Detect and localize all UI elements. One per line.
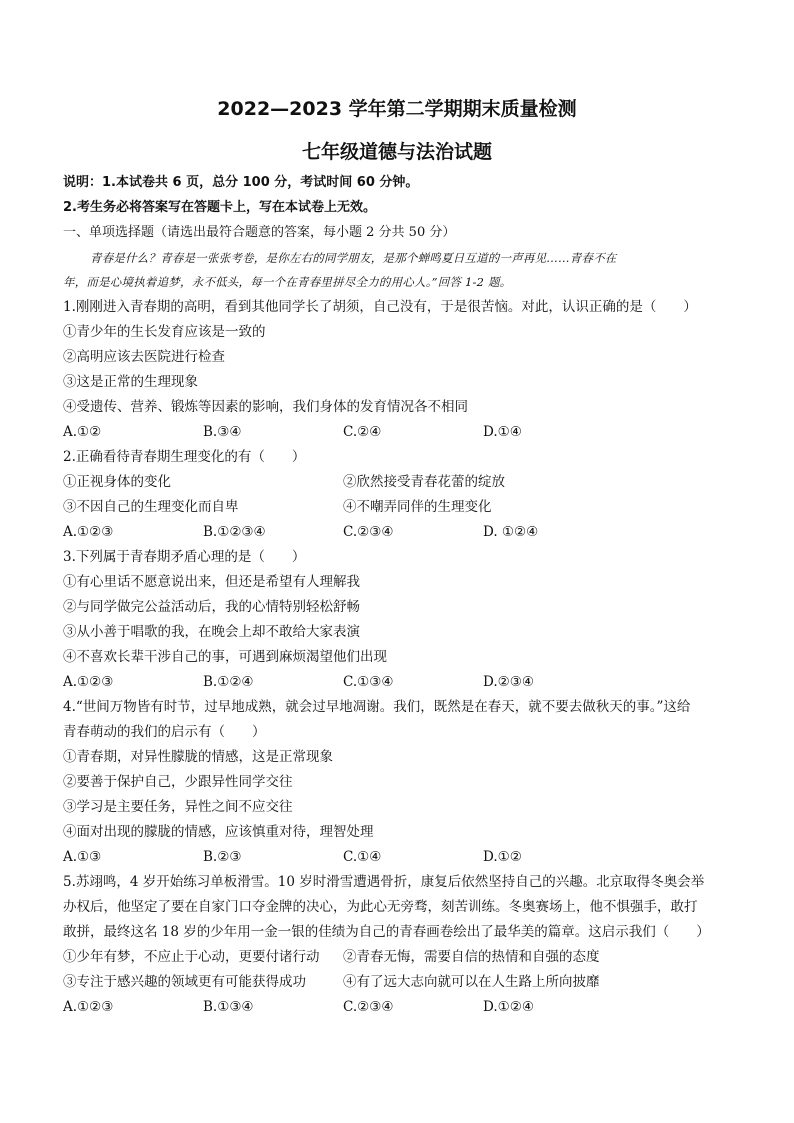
q5-option-d: D.①②④: [483, 999, 534, 1015]
q1-statement-4: ④受遗传、营养、锻炼等因素的影响，我们身体的发育情况各不相同: [63, 399, 468, 415]
q4-option-a: A.①③: [63, 849, 102, 865]
q5-statement-3: ③专注于感兴趣的领域更有可能获得成功: [63, 974, 306, 990]
q4-statement-1: ①青春期，对异性朦胧的情感，这是正常现象: [63, 749, 333, 765]
q1-statement-1: ①青少年的生长发育应该是一致的: [63, 324, 266, 340]
question-5-stem-line-2: 办权后，他坚定了要在自家门口夺金牌的决心，为此心无旁骛，刻苦训练。冬奥赛场上，他不惧强手，敢打: [63, 899, 698, 915]
q4-option-d: D.①②: [483, 849, 522, 865]
q2-option-a: A.①②③: [63, 524, 114, 540]
q5-statement-1: ①少年有梦，不应止于心动，更要付诸行动: [63, 949, 320, 965]
intro-line-1: 青春是什么？青春是一张张考卷，是你左右的同学朋友，是那个蝉鸣夏日互道的一声再见……青春不在: [90, 251, 617, 265]
q3-statement-2: ②与同学做完公益活动后，我的心情特别轻松舒畅: [63, 599, 360, 615]
q3-option-c: C.①③④: [343, 674, 394, 690]
section-heading: 一、单项选择题（请选出最符合题意的答案，每小题 2 分共 50 分）: [63, 225, 456, 240]
q1-statement-2: ②高明应该去医院进行检查: [63, 349, 225, 365]
question-5-stem-line-3: 敢拼，最终这名 18 岁的少年用一金一银的佳绩为自己的青春画卷绘出了最华美的篇章。这启示我们（ ）: [63, 924, 710, 940]
q3-statement-3: ③从小善于唱歌的我，在晚会上却不敢给大家表演: [63, 624, 360, 640]
question-4-stem-line-2: 青春萌动的我们的启示有（ ）: [63, 724, 266, 740]
q1-option-a: A.①②: [63, 424, 102, 440]
question-4-stem-line-1: 4.“世间万物皆有时节，过早地成熟，就会过早地凋谢。我们，既然是在春天，就不要去做秋天的事。”这给: [63, 699, 691, 715]
q4-statement-3: ③学习是主要任务，异性之间不应交往: [63, 799, 293, 815]
q2-statement-4: ④不嘲弄同伴的生理变化: [343, 499, 492, 515]
question-3-stem: 3.下列属于青春期矛盾心理的是（ ）: [63, 549, 306, 565]
q3-statement-1: ①有心里话不愿意说出来，但还是希望有人理解我: [63, 574, 360, 590]
q1-option-c: C.②④: [343, 424, 382, 440]
q5-option-a: A.①②③: [63, 999, 114, 1015]
q3-option-d: D.②③④: [483, 674, 534, 690]
q2-option-d: D. ①②④: [483, 524, 539, 540]
instruction-line-2: 2.考生务必将答案写在答题卡上，写在本试卷上无效。: [63, 200, 376, 215]
q4-statement-4: ④面对出现的朦胧的情感，应该慎重对待，理智处理: [63, 824, 374, 840]
exam-title: 2022—2023 学年第二学期期末质量检测: [217, 98, 577, 120]
q3-statement-4: ④不喜欢长辈干涉自己的事，可遇到麻烦渴望他们出现: [63, 649, 387, 665]
q1-option-d: D.①④: [483, 424, 522, 440]
question-5-stem-line-1: 5.苏翊鸣，4 岁开始练习单板滑雪。10 岁时滑雪遭遇骨折，康复后依然坚持自己的兴趣。北京取得冬奥会举: [63, 874, 705, 890]
question-1-stem: 1.刚刚进入青春期的高明，看到其他同学长了胡须，自己没有，于是很苦恼。对此，认识正确的是（ ）: [63, 299, 697, 315]
q4-option-b: B.②③: [203, 849, 242, 865]
q2-option-c: C.②③④: [343, 524, 394, 540]
instruction-line-1: 说明：1.本试卷共 6 页，总分 100 分，考试时间 60 分钟。: [63, 175, 419, 190]
q2-statement-1: ①正视身体的变化: [63, 474, 171, 490]
q5-statement-2: ②青春无悔，需要自信的热情和自强的态度: [343, 949, 600, 965]
q1-option-b: B.③④: [203, 424, 242, 440]
q5-statement-4: ④有了远大志向就可以在人生路上所向披靡: [343, 974, 600, 990]
exam-subtitle: 七年级道德与法治试题: [301, 141, 492, 163]
intro-line-2: 年，而是心境执着追梦，永不低头，每一个在青春里拼尽全力的用心人。”回答 1-2 题。: [63, 275, 512, 289]
q4-option-c: C.①④: [343, 849, 382, 865]
q2-statement-3: ③不因自己的生理变化而自卑: [63, 499, 239, 515]
question-2-stem: 2.正确看待青春期生理变化的有（ ）: [63, 449, 306, 465]
q3-option-b: B.①②④: [203, 674, 254, 690]
q3-option-a: A.①②③: [63, 674, 114, 690]
q2-statement-2: ②欣然接受青春花蕾的绽放: [343, 474, 505, 490]
q5-option-b: B.①③④: [203, 999, 254, 1015]
q4-statement-2: ②要善于保护自己，少跟异性同学交往: [63, 774, 293, 790]
q1-statement-3: ③这是正常的生理现象: [63, 374, 198, 390]
q5-option-c: C.②③④: [343, 999, 394, 1015]
q2-option-b: B.①②③④: [203, 524, 266, 540]
